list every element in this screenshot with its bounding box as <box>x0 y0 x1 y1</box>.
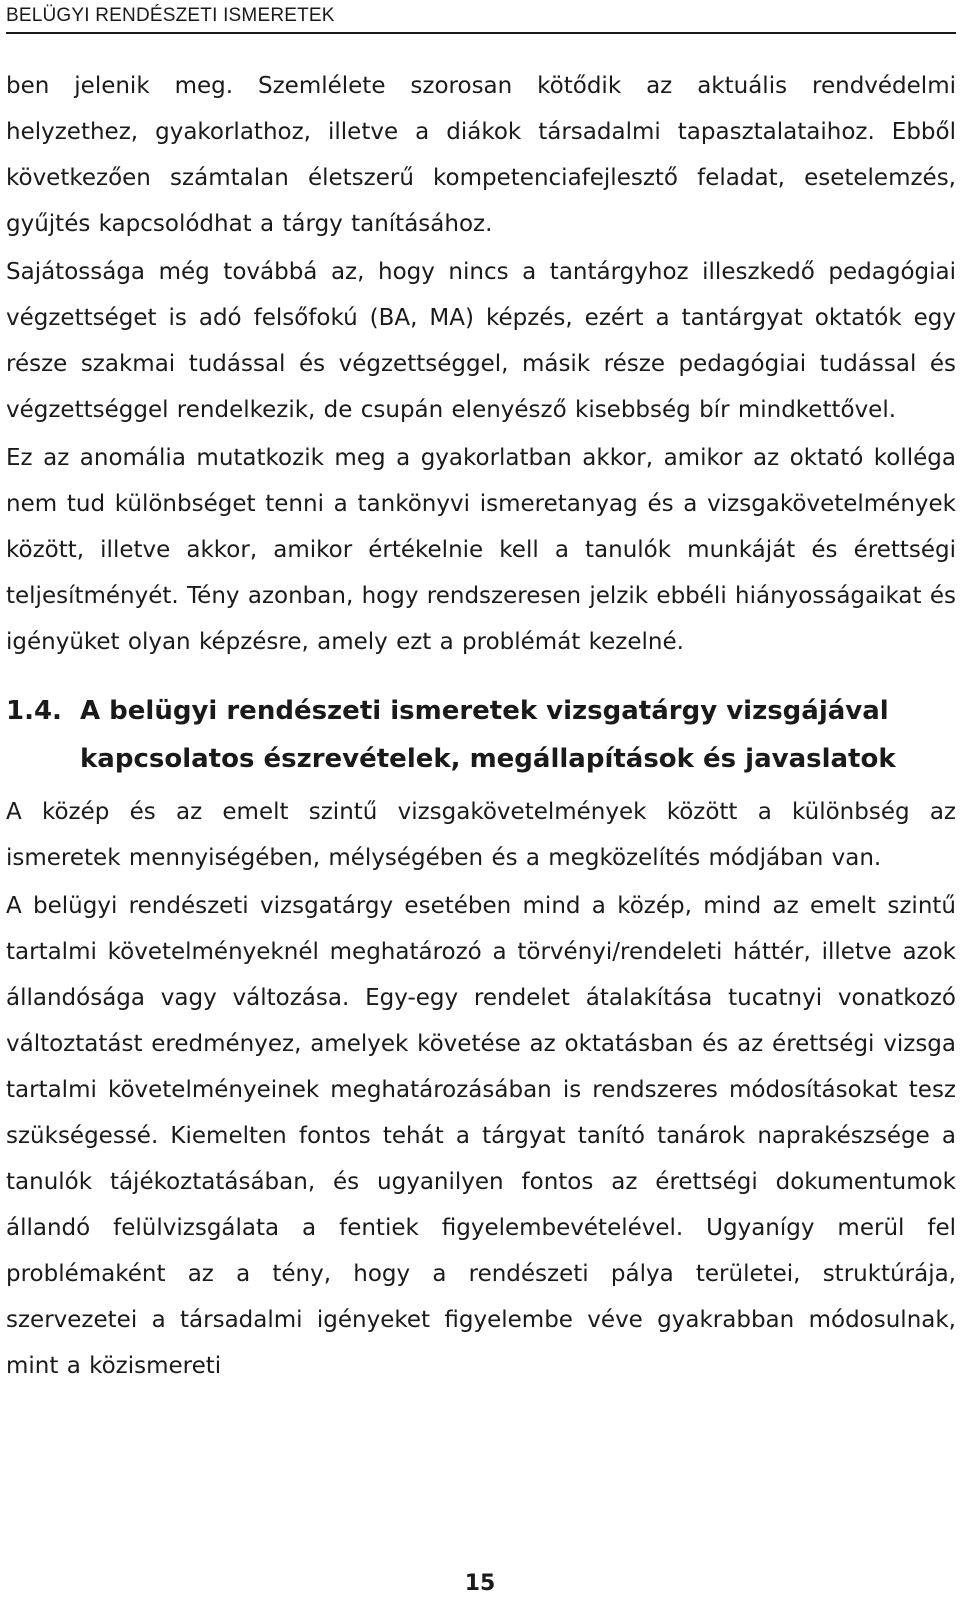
section-heading <box>6 687 956 783</box>
section-title: A belügyi rendészeti ismeretek vizsgatárgy vizsgájával kapcsolatos észrevételek, megállapítások és javaslatok <box>80 696 896 774</box>
body-paragraph: Ez az anomália mutatkozik meg a gyakorlatban akkor, amikor az oktató kolléga nem tud különbséget tenni a tankönyvi ismeretanyag és a vizsgakövetelmények között, illetve akkor, amikor értékelnie kell a tanulók munkáját és érettségi teljesítményét. Tény azonban, hogy rendszeresen jelzik ebbéli hiányosságaikat és igényüket olyan képzésre, amely ezt a problémát kezelné. <box>6 445 956 655</box>
section-number: 1.4. <box>6 696 62 726</box>
page-body <box>6 63 956 1389</box>
body-paragraph: A belügyi rendészeti vizsgatárgy esetében mind a közép, mind az emelt szintű tartalmi követelményeknél meghatározó a törvényi/rendeleti háttér, illetve azok állandósága vagy változása. Egy-egy rendelet átalakítása tucatnyi vonatkozó változtatást eredményez, amelyek követése az oktatásban és az érettségi vizsga tartalmi követelményeinek meghatározásában is rendszeres módosításokat tesz szükségessé. Kiemelten fontos tehát a tárgyat tanító tanárok naprakészsége a tanulók tájékoztatásában, és ugyanilyen fontos az érettségi dokumentumok állandó felülvizsgálata a fentiek figyelembevételével. Ugyanígy merül fel problémaként az a tény, hogy a rendészeti pálya területei, struktúrája, szervezetei a társadalmi igényeket figyelembe véve gyakrabban módosulnak, mint a közismereti <box>6 893 956 1379</box>
body-paragraph: ben jelenik meg. Szemlélete szorosan kötődik az aktuális rendvédelmi helyzethez, gyakorlathoz, illetve a diákok társadalmi tapasztalataihoz. Ebből következően számtalan életszerű kompetenciafejlesztő feladat, esetelemzés, gyűjtés kapcsolódhat a tárgy tanításához. <box>6 73 956 237</box>
body-paragraph: A közép és az emelt szintű vizsgakövetelmények között a különbség az ismeretek mennyiségében, mélységében és a megközelítés módjában van. <box>6 799 956 871</box>
running-header: BELÜGYI RENDÉSZETI ISMERETEK <box>6 5 335 26</box>
header-rule <box>6 32 956 34</box>
page-number: 15 <box>464 1571 496 1596</box>
body-paragraph: Sajátossága még továbbá az, hogy nincs a tantárgyhoz illeszkedő pedagógiai végzettséget is adó felsőfokú (BA, MA) képzés, ezért a tantárgyat oktatók egy része szakmai tudással és végzettséggel, másik része pedagógiai tudással és végzettséggel rendelkezik, de csupán elenyésző kisebbség bír mindkettővel. <box>6 259 956 423</box>
